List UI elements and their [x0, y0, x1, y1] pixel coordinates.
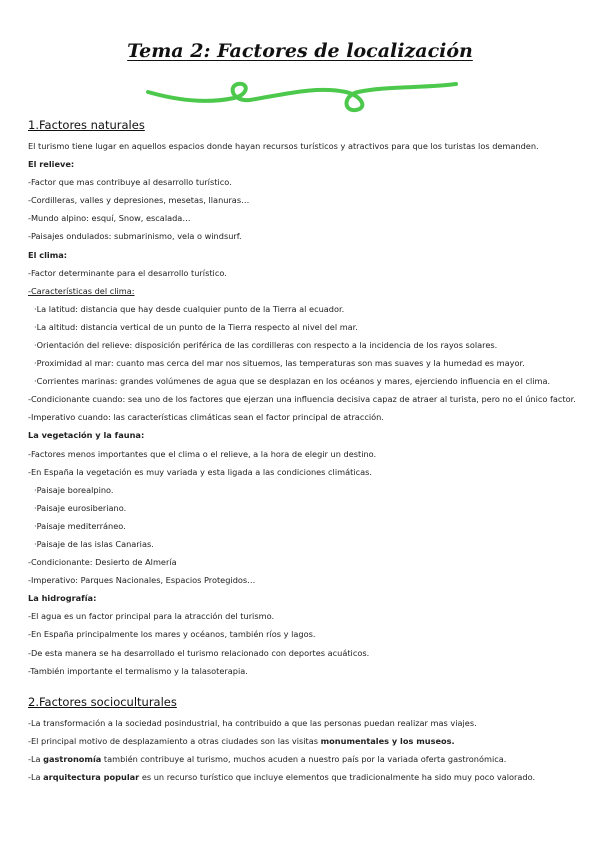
- list-item: -En España la vegetación es muy variada y esta ligada a las condiciones climáticas.: [28, 466, 372, 477]
- page-title: Tema 2: Factores de localización: [127, 40, 473, 62]
- item-text: -El principal motivo de desplazamiento a otras ciudades son las visitas: [28, 735, 321, 746]
- list-item: -Imperativo cuando: las características climáticas sean el factor principal de atracción.: [28, 412, 384, 423]
- item-text: también contribuye al turismo, muchos acuden a nuestro país por la variada oferta gastronómica.: [101, 753, 507, 764]
- list-item: -En España principalmente los mares y océanos, también ríos y lagos.: [28, 629, 316, 640]
- list-item: ·La altitud: distancia vertical de un punto de la Tierra respecto al nivel del mar.: [34, 321, 358, 332]
- list-item: -Cordilleras, valles y depresiones, mesetas, llanuras…: [28, 195, 250, 206]
- caracteristicas-heading: -Características del clima:: [28, 285, 135, 296]
- section-heading-factores-socioculturales: 2.Factores socioculturales: [28, 694, 177, 709]
- list-item: ·Paisaje de las islas Canarias.: [34, 538, 154, 549]
- list-item: ·Orientación del relieve: disposición periférica de las cordilleras con respecto a la incidencia de los rayos solares.: [34, 340, 498, 351]
- list-item: -Factores menos importantes que el clima o el relieve, a la hora de elegir un destino.: [28, 448, 377, 459]
- list-item: [28, 732, 576, 750]
- list-item: ·La latitud: distancia que hay desde cualquier punto de la Tierra al ecuador.: [34, 303, 345, 314]
- list-item: -Condicionante: Desierto de Almería: [28, 557, 177, 568]
- list-item: ·Paisaje eurosiberiano.: [34, 502, 127, 513]
- intro-text: El turismo tiene lugar en aquellos espacios donde hayan recursos turísticos y atractivos para que los turistas los demanden.: [28, 141, 539, 151]
- squiggle-path: [148, 84, 456, 110]
- list-item: -La transformación a la sociedad posindustrial, ha contribuido a que las personas puedan realizar mas viajes.: [28, 717, 477, 728]
- document-body: [28, 118, 576, 786]
- list-item: -Imperativo: Parques Nacionales, Espacios Protegidos…: [28, 575, 256, 586]
- list-item: [28, 768, 576, 786]
- list-item: -Condicionante cuando: sea uno de los factores que ejerzan una influencia decisiva capaz de atraer al turista, pero no el único factor.: [28, 394, 576, 405]
- list-item: -Factor que mas contribuye al desarrollo turístico.: [28, 177, 232, 188]
- squiggle-divider-icon: [146, 78, 458, 114]
- list-item: -Paisajes ondulados: submarinismo, vela o windsurf.: [28, 231, 242, 242]
- list-item: ·Proximidad al mar: cuanto mas cerca del mar nos situemos, las temperaturas son mas suaves y la humedad es mayor.: [34, 358, 525, 369]
- list-item: ·Paisaje mediterráneo.: [34, 520, 126, 531]
- item-bold-text: monumentales y los museos.: [320, 735, 455, 746]
- subheading-hidrografia: La hidrografía:: [28, 593, 97, 604]
- list-item: -Mundo alpino: esquí, Snow, escalada…: [28, 213, 191, 224]
- list-item: -El agua es un factor principal para la atracción del turismo.: [28, 611, 275, 622]
- list-item: [28, 750, 576, 768]
- subheading-vegetacion: La vegetación y la fauna:: [28, 430, 145, 441]
- item-bold-text: arquitectura popular: [43, 772, 140, 782]
- list-item: -Factor determinante para el desarrollo turístico.: [28, 267, 227, 278]
- section-heading-factores-naturales: 1.Factores naturales: [28, 118, 145, 132]
- list-item: -También importante el termalismo y la talasoterapia.: [28, 665, 248, 676]
- item-bold-text: gastronomía: [43, 753, 102, 764]
- item-text: -La: [28, 772, 44, 782]
- subheading-relieve: El relieve:: [28, 159, 75, 170]
- list-item: -De esta manera se ha desarrollado el turismo relacionado con deportes acuáticos.: [28, 647, 370, 658]
- list-item: ·Paisaje borealpino.: [34, 484, 114, 495]
- item-text: -La: [28, 753, 44, 764]
- subheading-clima: El clima:: [28, 249, 68, 260]
- item-text: es un recurso turístico que incluye elementos que tradicionalmente ha sido muy poco valorado.: [139, 772, 536, 782]
- list-item: ·Corrientes marinas: grandes volúmenes de agua que se desplazan en los océanos y mares, ejerciendo influencia en el clima.: [34, 376, 551, 387]
